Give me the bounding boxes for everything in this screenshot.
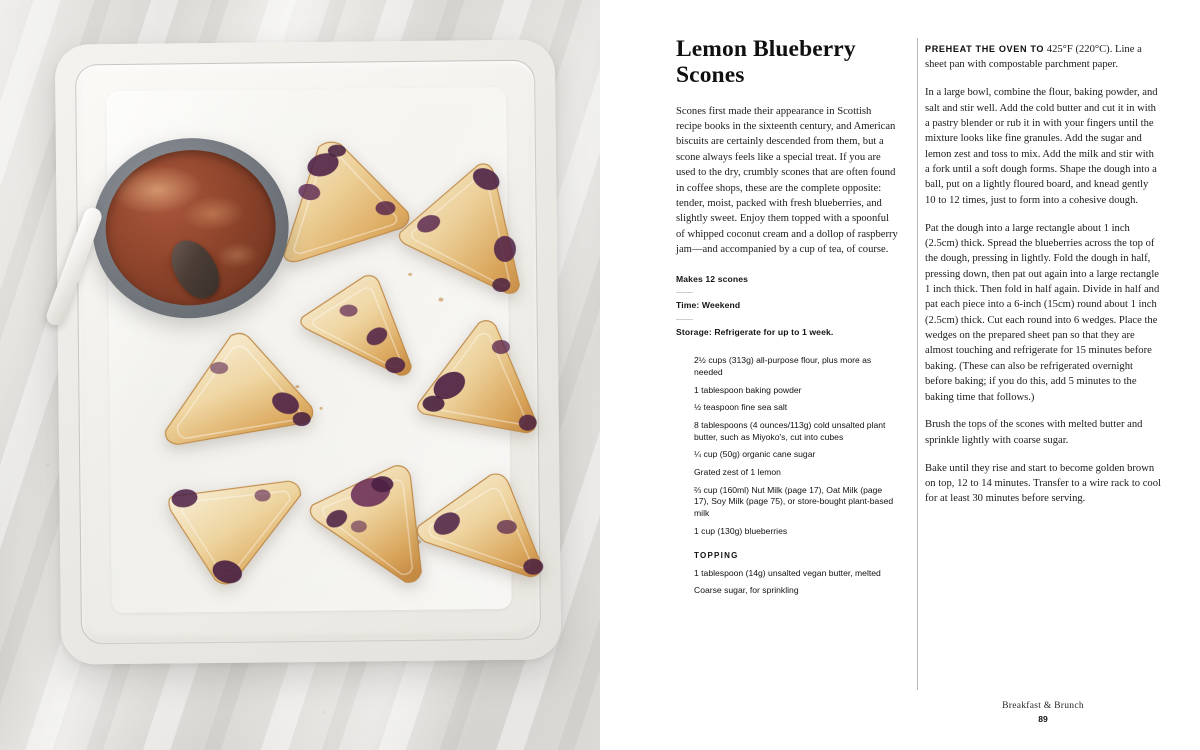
ingredient-item: ⅔ cup (160ml) Nut Milk (page 17), Oat Milk (page 17), Soy Milk (page 75), or store-bought plant-based milk [694, 485, 894, 518]
topping-item: Coarse sugar, for sprinkling [694, 585, 799, 596]
recipe-intro-column [676, 36, 898, 603]
topping-heading: TOPPING [694, 551, 739, 561]
ingredient-item: 1 cup (130g) blueberries [694, 525, 788, 536]
scone-6 [162, 467, 311, 594]
preheat-lede: PREHEAT THE OVEN TO [925, 44, 1045, 54]
recipe-method-column [925, 42, 1161, 507]
sheet-pan [55, 39, 561, 664]
method-step-1-text: 425°F (220°C). Line a sheet pan with compostable parchment paper. [925, 44, 1142, 71]
meta-divider-1 [676, 292, 693, 294]
scone-5 [159, 327, 320, 454]
recipe-text-page [600, 0, 1200, 750]
meta-storage: Storage: Refrigerate for up to 1 week. [676, 327, 834, 338]
method-step-5: Bake until they rise and start to become golden brown on top, 12 to 14 minutes. Transfer to a wire rack to cool for at least 30 minutes before serving. [925, 462, 1161, 505]
ingredient-list [694, 355, 898, 596]
ingredient-item: 1 tablespoon baking powder [694, 384, 802, 395]
ingredient-item: ½ teaspoon fine sea salt [694, 402, 788, 413]
method-step-2: In a large bowl, combine the flour, baking powder, and salt and stir well. Add the cold butter and cut it in with a pastry blender or rub it in with your fingers until the mixture looks like fine granules. Add the sugar and lemon zest and toss to mix. Add the milk and stir with a fork until a soft dough forms. Shape the dough into a ball, put on a lightly floured board, and knead gently 10 to 12 times, just to form into a cohesive dough. [925, 87, 1158, 206]
jam-bowl [86, 131, 296, 326]
page-title: Lemon Blueberry Scones [676, 36, 856, 89]
page-number: 89 [1038, 713, 1048, 724]
meta-time: Time: Weekend [676, 300, 741, 311]
jam [100, 144, 282, 312]
chapter-name: Breakfast & Brunch [1002, 700, 1084, 711]
ingredient-item: 8 tablespoons (4 ounces/113g) cold unsalted plant butter, such as Miyoko's, cut into cubes [694, 420, 886, 442]
recipe-headnote: Scones first made their appearance in Scottish recipe books in the sixteenth century, and American biscuits are certainly descended from them, but a scone always feels like a special treat. If you are used to the dry, crumbly scones that are often found in coffee shops, these are the complete opposite: tender, moist, packed with fresh blueberries, and slightly sweet. Enjoy them topped with a spoonful of whipped coconut cream and a dollop of raspberry jam—and accompanied by a cup of tea, of course. [676, 105, 898, 256]
column-divider-rule [917, 38, 918, 690]
sheet-pan-rim [75, 60, 541, 645]
method-step-3: Pat the dough into a large rectangle about 1 inch (2.5cm) thick. Spread the blueberries across the top of the dough, pressing in lightly. Fold the dough in half, pressing down, then pat out again into a large rectangle 1 inch thick. Then fold in half again. Divide in half and pat each piece into a 6-inch (15cm) round about 1 inch (2.5cm) thick. Cut each round into 6 wedges. Place the wedges on the prepared sheet pan so that they are almost touching and refrigerate for 15 minutes before baking. (These can also be refrigerated overnight before baking; if you do this, add 5 minutes to the baking time that follows.) [925, 222, 1160, 403]
ingredient-item: 2½ cups (313g) all-purpose flour, plus more as needed [694, 355, 872, 377]
method-step-4: Brush the tops of the scones with melted butter and sprinkle lightly with coarse sugar. [925, 419, 1143, 446]
page-footer [925, 700, 1161, 724]
meta-divider-2 [676, 319, 693, 321]
ingredient-item: Grated zest of 1 lemon [694, 467, 781, 478]
method-step-1 [925, 42, 1161, 73]
ingredient-item: ¼ cup (50g) organic cane sugar [694, 449, 816, 460]
topping-item: 1 tablespoon (14g) unsalted vegan butter, melted [694, 567, 881, 578]
recipe-meta-block [676, 274, 898, 339]
scone-8 [410, 466, 551, 597]
scone-4 [409, 315, 545, 451]
meta-yield: Makes 12 scones [676, 273, 749, 284]
